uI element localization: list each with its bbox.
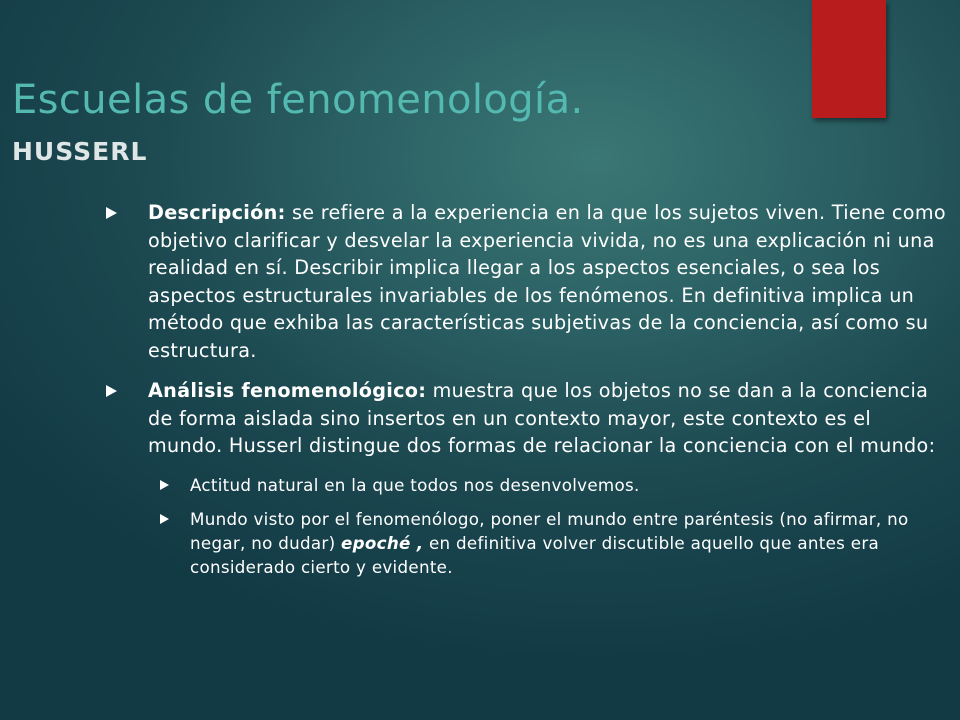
bullet-text: muestra que los objetos no se dan a la conciencia de forma aislada sino insertos en un contexto mayor, este contexto es el mundo. Husserl distingue dos formas de relacionar la conciencia con el mundo: — [148, 379, 936, 457]
slide-title: Escuelas de fenomenología. — [12, 77, 584, 123]
bullet-term: Descripción: — [148, 201, 286, 224]
bullet-analisis — [0, 377, 948, 460]
sub-bullet-arrow-icon — [160, 514, 169, 524]
sub-bullet-text: Actitud natural en la que todos nos desenvolvemos. — [190, 474, 640, 495]
bullet-descripcion — [0, 199, 948, 364]
sub-bullet-mundo-fenomenologo — [0, 507, 940, 579]
slide-subtitle: HUSSERL — [12, 137, 148, 166]
bullet-text: se refiere a la experiencia en la que los sujetos viven. Tiene como objetivo clarificar y desvelar la experiencia vivida, no es una explicación ni una realidad en sí. Describir implica llegar a los aspectos esenciales, o sea los aspectos estructurales invariables de los fenómenos. En definitiva implica un método que exhiba las características subjetivas de la conciencia, así como su estructura. — [148, 201, 946, 362]
accent-bar — [812, 0, 886, 118]
slide-content — [0, 199, 960, 589]
bullet-term: Análisis fenomenológico: — [148, 379, 427, 402]
sub-bullet-emphasis: epoché , — [341, 532, 424, 553]
sub-bullet-actitud-natural — [0, 473, 940, 497]
bullet-arrow-icon — [106, 385, 117, 397]
sub-bullet-text-after: en definitiva volver discutible aquello que antes era considerado cierto y evidente. — [190, 532, 880, 577]
sub-bullet-arrow-icon — [160, 480, 169, 490]
bullet-arrow-icon — [106, 207, 117, 219]
sub-bullet-text-before: Mundo visto por el fenomenólogo, poner el mundo entre paréntesis (no afirmar, no negar, no dudar) — [190, 508, 909, 553]
